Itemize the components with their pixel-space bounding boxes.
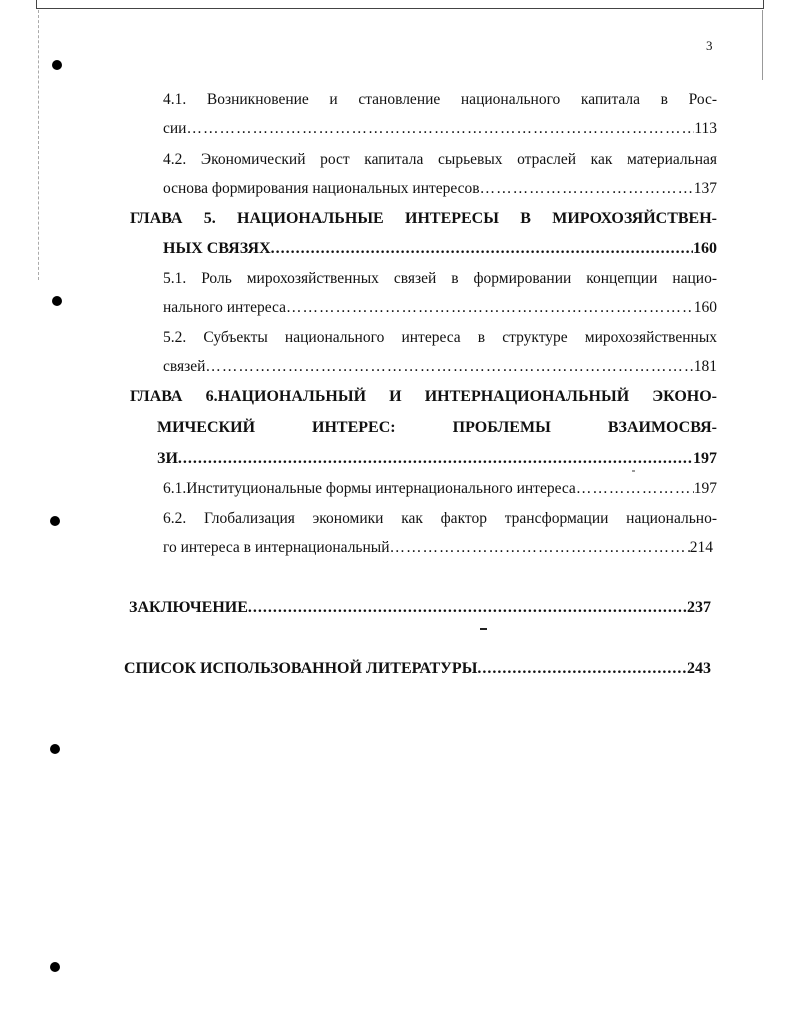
toc-entry-text: связей: [163, 358, 206, 375]
binder-hole-2: [52, 296, 62, 306]
toc-entry-4-2-line1: 4.2. Экономический рост капитала сырьевых отраслей как материальная: [163, 151, 717, 168]
toc-references: [124, 659, 711, 679]
dot-leader: [576, 479, 694, 499]
toc-chapter-6-line3: [157, 449, 717, 469]
toc-entry-4-2-line2: [163, 179, 717, 199]
toc-page-number: 243: [687, 660, 711, 677]
toc-chapter-6-line1: ГЛАВА 6.НАЦИОНАЛЬНЫЙ И ИНТЕРНАЦИОНАЛЬНЫЙ ЭКОНО-: [130, 388, 717, 405]
toc-page-number: 160: [693, 299, 717, 316]
scan-mark: [480, 628, 487, 630]
toc-page-number: 113: [694, 120, 717, 137]
scan-right-edge: [762, 10, 763, 80]
binder-hole-4: [50, 744, 60, 754]
scan-left-edge: [38, 10, 39, 280]
toc-entry-text: ЗАКЛЮЧЕНИЕ: [129, 599, 248, 616]
dot-leader: [178, 449, 693, 469]
toc-chapter-5-line1: ГЛАВА 5. НАЦИОНАЛЬНЫЕ ИНТЕРЕСЫ В МИРОХОЗЯЙСТВЕН-: [130, 210, 717, 227]
toc-entry-text: 6.1.Институциональные формы интернационального интереса: [163, 480, 576, 497]
toc-entry-text: сии: [163, 120, 187, 137]
toc-conclusion: [129, 598, 711, 618]
page-number: 3: [706, 38, 713, 53]
toc-entry-text: го интереса в интернациональный: [163, 539, 390, 556]
toc-entry-text: основа формирования национальных интересов: [163, 180, 480, 197]
toc-page-number: 237: [687, 599, 711, 616]
toc-page-number: 181: [693, 358, 717, 375]
binder-hole-3: [50, 516, 60, 526]
dot-leader: [186, 119, 694, 139]
toc-entry-text: СПИСОК ИСПОЛЬЗОВАННОЙ ЛИТЕРАТУРЫ: [124, 660, 478, 677]
toc-page-number: 137: [693, 180, 717, 197]
toc-entry-4-1-line2: [163, 119, 717, 139]
toc-chapter-5-line2: [163, 239, 717, 259]
toc-entry-6-2-line1: 6.2. Глобализация экономики как фактор трансформации национально-: [163, 510, 717, 527]
scan-frame-top: [36, 0, 764, 9]
toc-page-number: 160: [693, 240, 717, 257]
toc-page-number: 197: [693, 480, 717, 497]
dot-leader: [480, 179, 694, 199]
toc-entry-5-1-line2: [163, 298, 717, 318]
dot-leader: [248, 598, 687, 618]
dot-leader: [271, 239, 693, 259]
toc-page-number: 214: [689, 539, 713, 556]
toc-entry-6-2-line2: [163, 538, 713, 558]
dot-leader: [286, 298, 694, 318]
toc-entry-5-2-line2: [163, 357, 717, 377]
toc-entry-4-1-line1: 4.1. Возникновение и становление национального капитала в Рос-: [163, 91, 717, 108]
toc-entry-6-1: [163, 479, 717, 499]
toc-entry-text: НЫХ СВЯЗЯХ: [163, 240, 271, 257]
toc-entry-text: ЗИ: [157, 450, 178, 467]
toc-entry-5-1-line1: 5.1. Роль мирохозяйственных связей в формировании концепции нацио-: [163, 270, 717, 287]
binder-hole-1: [52, 60, 62, 70]
scan-speck: [632, 470, 635, 472]
dot-leader: [390, 538, 690, 558]
dot-leader: [477, 659, 687, 679]
toc-entry-text: нального интереса: [163, 299, 286, 316]
toc-page-number: 197: [693, 450, 717, 467]
toc-entry-5-2-line1: 5.2. Субъекты национального интереса в структуре мирохозяйственных: [163, 329, 717, 346]
toc-chapter-6-line2: МИЧЕСКИЙ ИНТЕРЕС: ПРОБЛЕМЫ ВЗАИМОСВЯ-: [157, 419, 717, 436]
binder-hole-5: [50, 962, 60, 972]
dot-leader: [205, 357, 693, 377]
